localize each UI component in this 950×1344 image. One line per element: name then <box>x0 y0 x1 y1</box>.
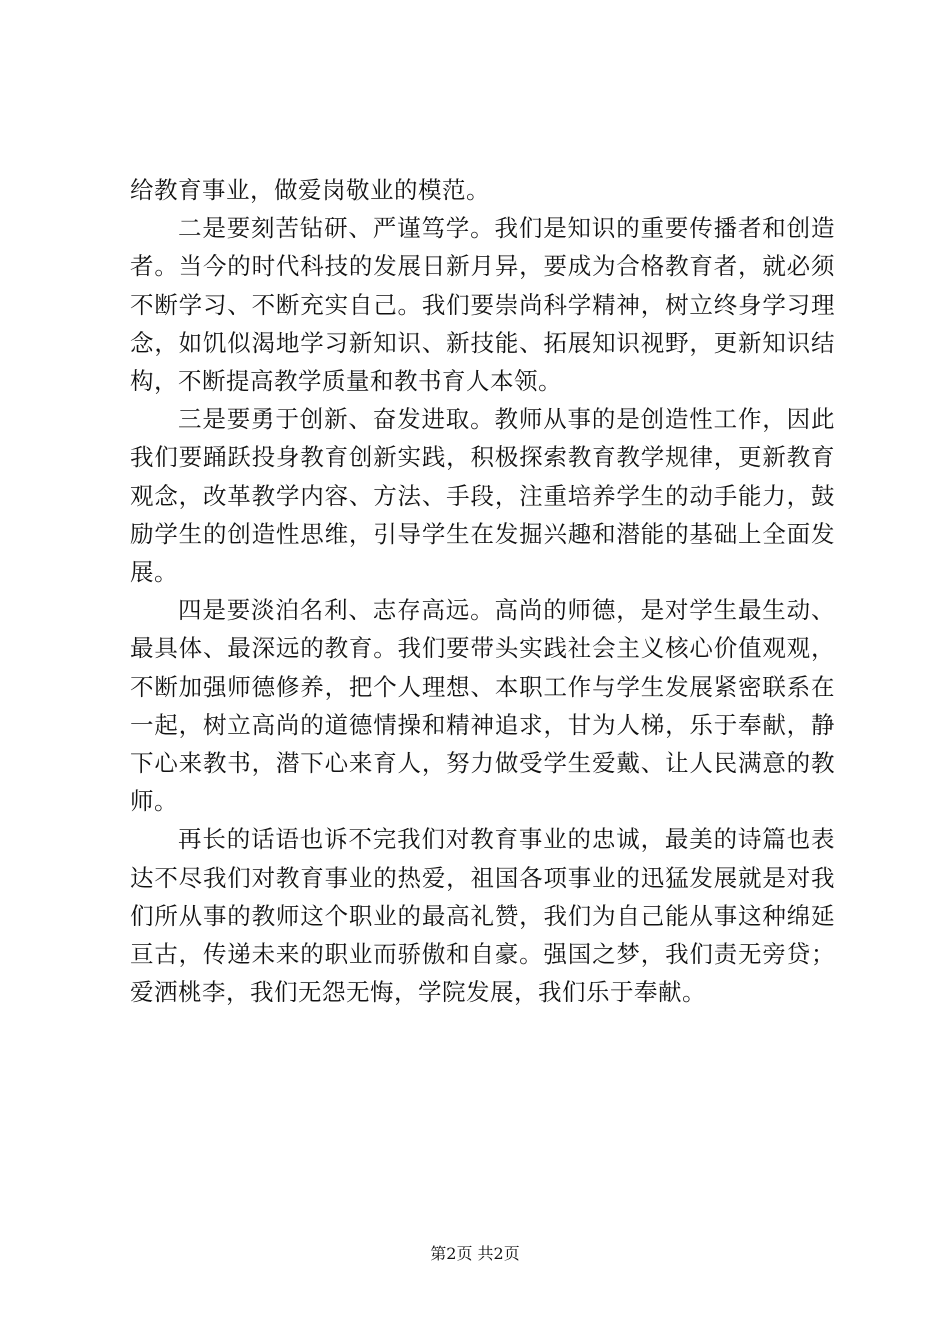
paragraph-point-three: 三是要勇于创新、奋发进取。教师从事的是创造性工作，因此我们要踊跃投身教育创新实践，积极探索教育教学规律，更新教育观念，改革教学内容、方法、手段，注重培养学生的动手能力，鼓励学生的创造性思维，引导学生在发掘兴趣和潜能的基础上全面发展。 <box>130 405 835 587</box>
paragraph-continuation: 给教育事业，做爱岗敬业的模范。 <box>130 176 490 204</box>
paragraph-point-two: 二是要刻苦钻研、严谨笃学。我们是知识的重要传播者和创造者。当今的时代科技的发展日新月异，要成为合格教育者，就必须不断学习、不断充实自己。我们要崇尚科学精神，树立终身学习理念，如饥似渴地学习新知识、新技能、拓展知识视野，更新知识结构，不断提高教学质量和教书育人本领。 <box>130 214 835 396</box>
page-number-footer: 第2页 共2页 <box>430 1244 520 1263</box>
paragraph-conclusion: 再长的话语也诉不完我们对教育事业的忠诚，最美的诗篇也表达不尽我们对教育事业的热爱，祖国各项事业的迅猛发展就是对我们所从事的教师这个职业的最高礼赞，我们为自己能从事这种绵延亘古，传递未来的职业而骄傲和自豪。强国之梦，我们责无旁贷；爱洒桃李，我们无怨无悔，学院发展，我们乐于奉献。 <box>130 825 835 1007</box>
paragraph-point-four: 四是要淡泊名利、志存高远。高尚的师德，是对学生最生动、最具体、最深远的教育。我们要带头实践社会主义核心价值观观，不断加强师德修养，把个人理想、本职工作与学生发展紧密联系在一起，树立高尚的道德情操和精神追求，甘为人梯，乐于奉献，静下心来教书，潜下心来育人，努力做受学生爱戴、让人民满意的教师。 <box>130 596 835 816</box>
document-body <box>130 171 835 1011</box>
